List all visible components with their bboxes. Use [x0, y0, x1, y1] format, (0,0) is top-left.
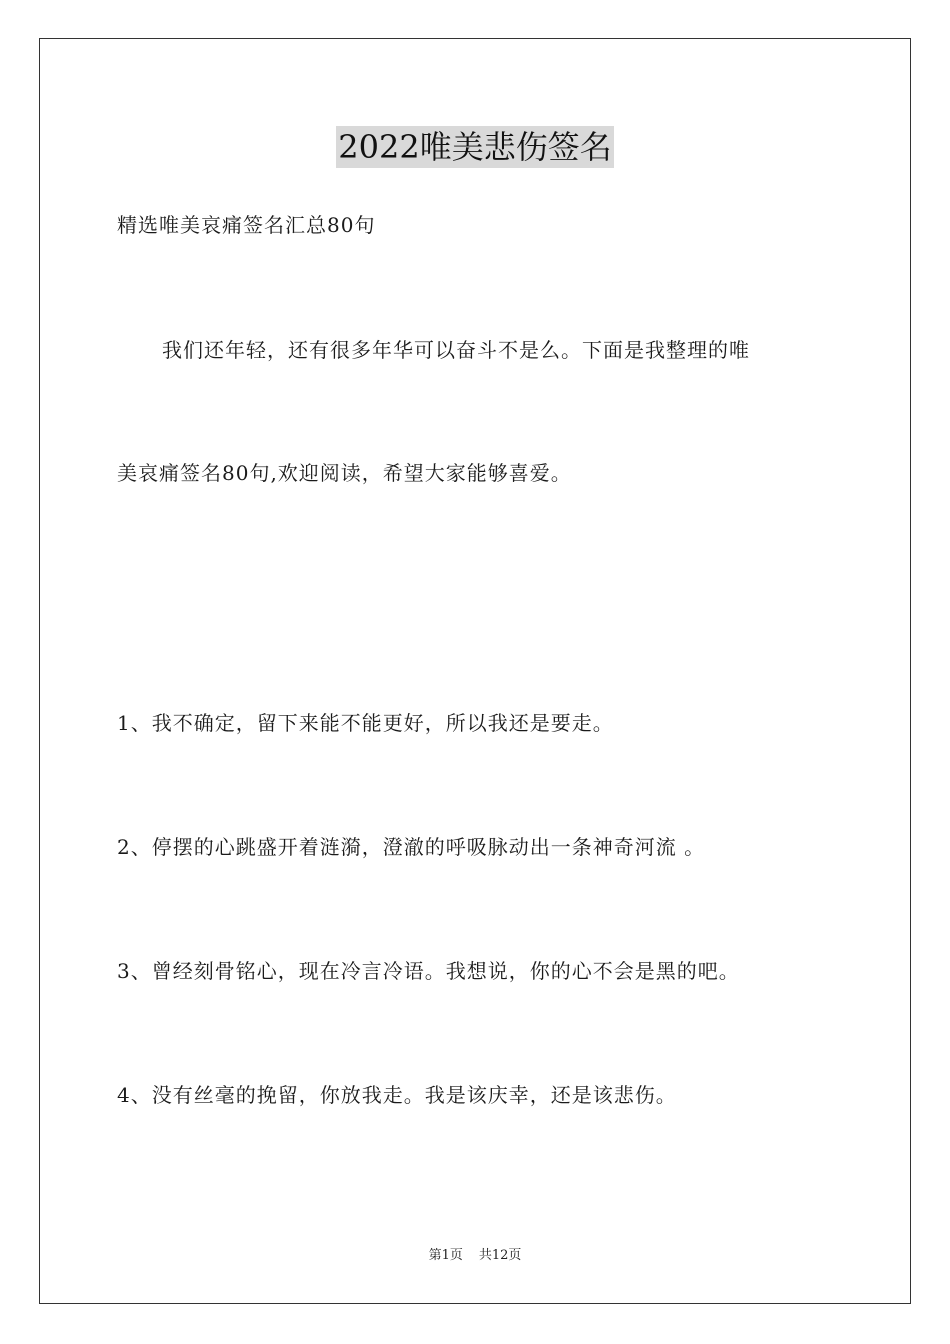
- page-number-current: 第1页: [428, 1248, 463, 1263]
- list-item: 1、我不确定，留下来能不能更好，所以我还是要走。: [117, 711, 614, 735]
- page-number-total: 共12页: [478, 1248, 522, 1263]
- title-container: [0, 126, 950, 168]
- document-subtitle: 精选唯美哀痛签名汇总80句: [117, 213, 376, 237]
- intro-paragraph-line-2: 美哀痛签名80句,欢迎阅读，希望大家能够喜爱。: [117, 461, 572, 485]
- list-item: 4、没有丝毫的挽留，你放我走。我是该庆幸，还是该悲伤。: [117, 1083, 677, 1107]
- page-footer: [0, 1247, 950, 1265]
- intro-paragraph-line-1: 我们还年轻，还有很多年华可以奋斗不是么。下面是我整理的唯: [162, 338, 750, 362]
- document-title: 2022唯美悲伤签名: [338, 128, 612, 166]
- list-item: 2、停摆的心跳盛开着涟漪，澄澈的呼吸脉动出一条神奇河流 。: [117, 835, 706, 859]
- list-item: 3、曾经刻骨铭心，现在冷言冷语。我想说，你的心不会是黑的吧。: [117, 959, 740, 983]
